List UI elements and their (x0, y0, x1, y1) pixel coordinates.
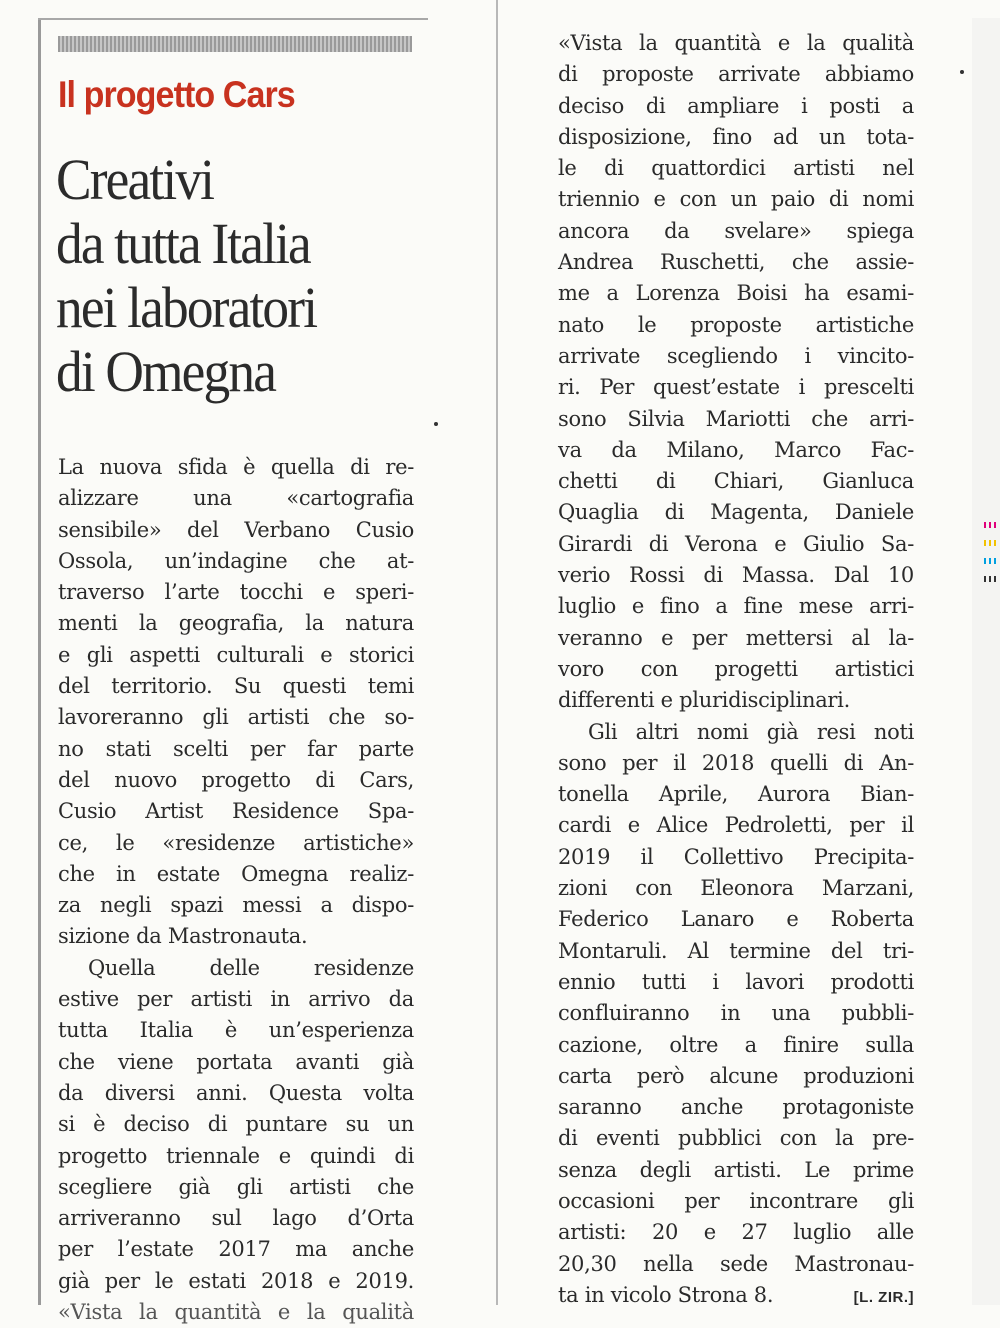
text-line: e gli aspetti culturali e storici (58, 642, 414, 667)
text-line: «Vista la quantità e la qualità (558, 31, 914, 55)
text-line: triennio e con un paio di nomi (558, 187, 914, 212)
text-line: La nuova sfida è quella di re- (58, 455, 414, 479)
text-line: menti la geografia, la natura (58, 611, 414, 636)
text-line: arriveranno sul lago d’Orta (58, 1206, 414, 1231)
column-divider (496, 0, 498, 1305)
closing-line (558, 1280, 914, 1313)
text-line: Quaglia di Magenta, Daniele (558, 500, 914, 525)
text-line: da diversi anni. Questa volta (58, 1080, 414, 1105)
text-line: Ossola, un’indagine che at- (58, 548, 414, 573)
text-line: deciso di ampliare i posti a (558, 93, 914, 118)
text-line: za negli spazi messi a dispo- (58, 893, 414, 918)
registration-mark-magenta (984, 522, 998, 528)
text-line: ce, le «residenze artistiche» (58, 830, 414, 855)
text-line: sensibile» del Verbano Cusio (58, 517, 414, 542)
text-line: arrivate scegliendo i vincito- (558, 343, 914, 368)
text-line: sono Silvia Mariotti che arri- (558, 406, 914, 431)
headline-line: nei laboratori (56, 275, 317, 340)
scan-speck (434, 422, 438, 426)
text-line: che in estate Omegna realiz- (58, 861, 414, 886)
text-line: già per le estati 2018 e 2019. (58, 1268, 414, 1293)
text-line: progetto triennale e quindi di (58, 1143, 414, 1168)
registration-marks (984, 522, 1000, 594)
text-line: ancora da svelare» spiega (558, 218, 914, 243)
text-line: sono per il 2018 quelli di An- (558, 750, 914, 775)
headline-line: da tutta Italia (56, 211, 310, 276)
kicker-bar (58, 36, 412, 52)
text-line: Quella delle residenze (88, 955, 414, 980)
headline-line: Creativi (56, 147, 214, 212)
text-line: alizzare una «cartografia (58, 486, 414, 511)
text-line: disposizione, fino ad un tota- (558, 124, 914, 149)
text-line: artisti: 20 e 27 luglio alle (558, 1220, 914, 1245)
kicker-title: Il progetto Cars (58, 74, 295, 115)
text-line: senza degli artisti. Le prime (558, 1157, 914, 1182)
text-line: nato le proposte artistiche (558, 312, 914, 337)
text-line: ri. Per quest’estate i prescelti (558, 375, 914, 400)
text-line: va da Milano, Marco Fac- (558, 437, 914, 462)
text-line: tutta Italia è un’esperienza (58, 1018, 414, 1043)
text-line: le di quattordici artisti nel (558, 156, 914, 181)
text-line: del nuovo progetto di Cars, (58, 767, 414, 792)
text-line: occasioni per incontrare gli (558, 1188, 914, 1213)
text-line: cazione, oltre a finire sulla (558, 1032, 914, 1057)
text-line: carta però alcune produzioni (558, 1063, 914, 1088)
text-line: Federico Lanaro e Roberta (558, 907, 914, 932)
text-line: saranno anche protagoniste (558, 1095, 914, 1120)
text-line: 2019 il Collettivo Precipita- (558, 844, 914, 869)
text-line: 20,30 nella sede Mastronau- (558, 1251, 914, 1276)
text-line: del territorio. Su questi temi (58, 674, 414, 699)
text-line: cardi e Alice Pedroletti, per il (558, 813, 914, 838)
text-line: Andrea Ruschetti, che assie- (558, 250, 914, 275)
headline (56, 148, 406, 404)
text-line: voro con progetti artistici (558, 656, 914, 681)
text-line: Girardi di Verona e Giulio Sa- (558, 531, 914, 556)
registration-mark-yellow (984, 540, 998, 546)
text-line: ta in vicolo Strona 8. (558, 1282, 774, 1307)
text-line: confluiranno in una pubbli- (558, 1001, 914, 1026)
headline-line: di Omegna (56, 339, 276, 404)
article-frame-top-rule (38, 18, 428, 20)
text-line: di eventi pubblici con la pre- (558, 1126, 914, 1151)
text-line: traverso l’arte tocchi e speri- (58, 580, 414, 605)
text-line: Montaruli. Al termine del tri- (558, 938, 914, 963)
body-column-right (558, 28, 914, 1313)
text-line: ennio tutti i lavori prodotti (558, 969, 914, 994)
body-column-left (58, 452, 414, 1328)
text-line: che viene portata avanti già (58, 1049, 414, 1074)
scan-right-edge (972, 18, 1000, 1305)
text-line: differenti e pluridisciplinari. (558, 688, 850, 713)
text-line: zioni con Eleonora Marzani, (558, 876, 914, 901)
scan-speck (960, 70, 964, 74)
author-byline: [L. ZIR.] (853, 1288, 914, 1306)
registration-mark-black (984, 576, 998, 582)
article-frame-left-rule (38, 18, 41, 1305)
text-line: no stati scelti per far parte (58, 736, 414, 761)
text-line: tonella Aprile, Aurora Bian- (558, 782, 914, 807)
text-line: verio Rossi di Massa. Dal 10 (558, 563, 914, 588)
text-line: me a Lorenza Boisi ha esami- (558, 281, 914, 306)
text-line: veranno e per mettersi al la- (558, 625, 914, 650)
text-line: chetti di Chiari, Gianluca (558, 469, 914, 494)
text-line: luglio e fino a fine mese arri- (558, 594, 914, 619)
text-line: Cusio Artist Residence Spa- (58, 799, 414, 824)
text-line: lavoreranno gli artisti che so- (58, 705, 414, 730)
text-line: scegliere già gli artisti che (58, 1174, 414, 1199)
text-line: per l’estate 2017 ma anche (58, 1237, 414, 1262)
text-line: sizione da Mastronauta. (58, 924, 308, 949)
text-line: di proposte arrivate abbiamo (558, 62, 914, 87)
text-line: «Vista la quantità e la qualità (58, 1300, 414, 1325)
text-line: estive per artisti in arrivo da (58, 987, 414, 1012)
registration-mark-cyan (984, 558, 998, 564)
text-line: si è deciso di puntare su un (58, 1112, 414, 1137)
text-line: Gli altri nomi già resi noti (588, 719, 914, 744)
